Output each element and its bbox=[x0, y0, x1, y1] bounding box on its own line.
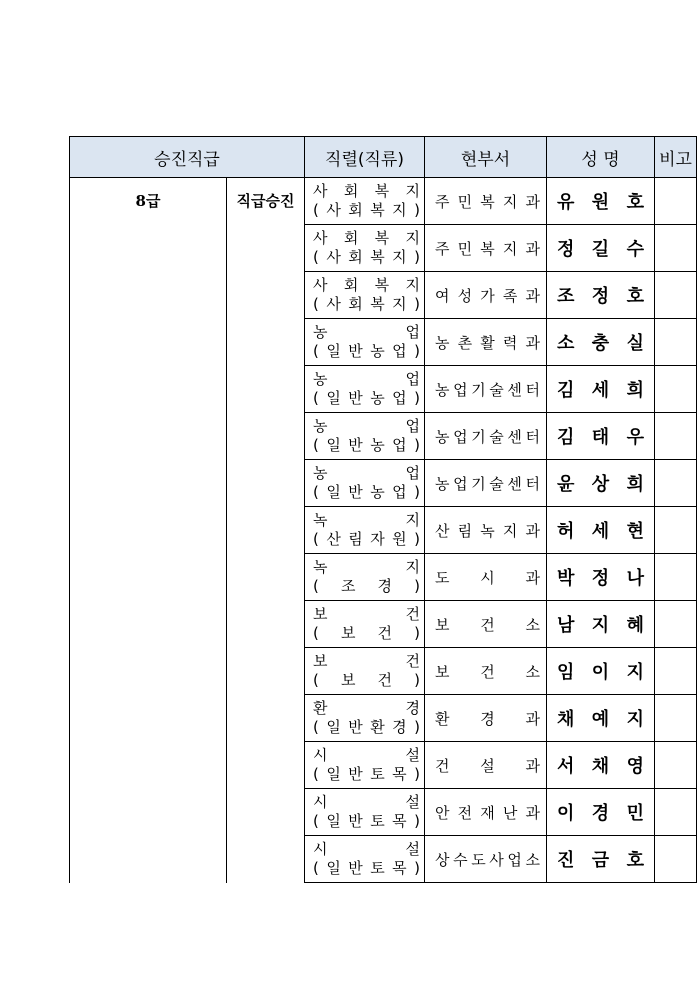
department-text: 환 경 과 bbox=[435, 709, 540, 728]
department-cell bbox=[425, 742, 547, 789]
person-name: 유 원 호 bbox=[557, 192, 644, 213]
name-cell bbox=[547, 742, 655, 789]
person-name: 정 길 수 bbox=[557, 239, 644, 260]
subseries-text: ( 일 반 토 목 ) bbox=[313, 859, 420, 877]
department-cell bbox=[425, 460, 547, 507]
header-department: 현부서 bbox=[425, 137, 547, 178]
note-cell bbox=[655, 601, 697, 648]
person-name: 진 금 호 bbox=[557, 850, 644, 871]
subseries-text: ( 보 건 ) bbox=[313, 671, 420, 689]
table-header-row bbox=[70, 137, 697, 178]
series-text: 환 경 bbox=[313, 699, 420, 717]
series-text: 사 회 복 지 bbox=[313, 276, 420, 294]
subseries-text: ( 산 림 자 원 ) bbox=[313, 530, 420, 548]
subseries-text: ( 사 회 복 지 ) bbox=[313, 201, 420, 219]
name-cell bbox=[547, 836, 655, 883]
series-cell bbox=[305, 413, 425, 460]
name-cell bbox=[547, 648, 655, 695]
series-cell bbox=[305, 225, 425, 272]
series-text: 시 설 bbox=[313, 840, 420, 858]
department-cell bbox=[425, 507, 547, 554]
series-text: 사 회 복 지 bbox=[313, 182, 420, 200]
header-promotion-grade: 승진직급 bbox=[70, 137, 305, 178]
subseries-text: ( 일 반 토 목 ) bbox=[313, 812, 420, 830]
subseries-text: ( 사 회 복 지 ) bbox=[313, 248, 420, 266]
name-cell bbox=[547, 272, 655, 319]
department-cell bbox=[425, 178, 547, 225]
name-cell bbox=[547, 413, 655, 460]
note-cell bbox=[655, 836, 697, 883]
department-cell bbox=[425, 554, 547, 601]
series-cell bbox=[305, 507, 425, 554]
name-cell bbox=[547, 789, 655, 836]
department-cell bbox=[425, 366, 547, 413]
person-name: 조 정 호 bbox=[557, 286, 644, 307]
series-cell bbox=[305, 319, 425, 366]
subseries-text: ( 일 반 농 업 ) bbox=[313, 436, 420, 454]
name-cell bbox=[547, 178, 655, 225]
department-cell bbox=[425, 225, 547, 272]
series-cell bbox=[305, 178, 425, 225]
note-cell bbox=[655, 319, 697, 366]
department-cell bbox=[425, 695, 547, 742]
subseries-text: ( 일 반 환 경 ) bbox=[313, 718, 420, 736]
series-cell bbox=[305, 648, 425, 695]
department-text: 농 업 기 술 센 터 bbox=[435, 427, 540, 446]
person-name: 허 세 현 bbox=[557, 521, 644, 542]
department-cell bbox=[425, 413, 547, 460]
name-cell bbox=[547, 366, 655, 413]
series-text: 농 업 bbox=[313, 370, 420, 388]
name-cell bbox=[547, 319, 655, 366]
series-text: 녹 지 bbox=[313, 511, 420, 529]
person-name: 이 경 민 bbox=[557, 803, 644, 824]
header-name: 성 명 bbox=[547, 137, 655, 178]
department-text: 도 시 과 bbox=[435, 568, 540, 587]
series-text: 농 업 bbox=[313, 323, 420, 341]
person-name: 서 채 영 bbox=[557, 756, 644, 777]
department-text: 보 건 소 bbox=[435, 615, 540, 634]
series-cell bbox=[305, 366, 425, 413]
note-cell bbox=[655, 648, 697, 695]
promotion-type-cell: 직급승진 bbox=[227, 178, 305, 883]
name-cell bbox=[547, 225, 655, 272]
department-text: 상 수 도 사 업 소 bbox=[435, 850, 540, 869]
department-cell bbox=[425, 272, 547, 319]
series-cell bbox=[305, 601, 425, 648]
person-name: 김 세 희 bbox=[557, 380, 644, 401]
grade-cell: 8급 bbox=[70, 178, 227, 883]
subseries-text: ( 일 반 토 목 ) bbox=[313, 765, 420, 783]
series-cell bbox=[305, 695, 425, 742]
person-name: 채 예 지 bbox=[557, 709, 644, 730]
person-name: 윤 상 희 bbox=[557, 474, 644, 495]
note-cell bbox=[655, 695, 697, 742]
department-text: 주 민 복 지 과 bbox=[435, 192, 540, 211]
department-cell bbox=[425, 836, 547, 883]
series-text: 시 설 bbox=[313, 746, 420, 764]
name-cell bbox=[547, 601, 655, 648]
series-cell bbox=[305, 742, 425, 789]
person-name: 김 태 우 bbox=[557, 427, 644, 448]
department-text: 보 건 소 bbox=[435, 662, 540, 681]
series-cell bbox=[305, 460, 425, 507]
series-text: 시 설 bbox=[313, 793, 420, 811]
note-cell bbox=[655, 742, 697, 789]
subseries-text: ( 일 반 농 업 ) bbox=[313, 483, 420, 501]
series-cell bbox=[305, 272, 425, 319]
note-cell bbox=[655, 460, 697, 507]
name-cell bbox=[547, 507, 655, 554]
series-cell bbox=[305, 836, 425, 883]
note-cell bbox=[655, 366, 697, 413]
series-text: 녹 지 bbox=[313, 558, 420, 576]
department-text: 건 설 과 bbox=[435, 756, 540, 775]
person-name: 박 정 나 bbox=[557, 568, 644, 589]
promotion-roster-table bbox=[69, 136, 697, 883]
subseries-text: ( 조 경 ) bbox=[313, 577, 420, 595]
department-text: 여 성 가 족 과 bbox=[435, 286, 540, 305]
note-cell bbox=[655, 225, 697, 272]
department-text: 농 업 기 술 센 터 bbox=[435, 380, 540, 399]
header-note: 비고 bbox=[655, 137, 697, 178]
subseries-text: ( 일 반 농 업 ) bbox=[313, 389, 420, 407]
name-cell bbox=[547, 554, 655, 601]
note-cell bbox=[655, 272, 697, 319]
department-text: 산 림 녹 지 과 bbox=[435, 521, 540, 540]
department-text: 농 촌 활 력 과 bbox=[435, 333, 540, 352]
header-series: 직렬(직류) bbox=[305, 137, 425, 178]
department-text: 농 업 기 술 센 터 bbox=[435, 474, 540, 493]
series-text: 사 회 복 지 bbox=[313, 229, 420, 247]
series-text: 농 업 bbox=[313, 464, 420, 482]
subseries-text: ( 보 건 ) bbox=[313, 624, 420, 642]
series-cell bbox=[305, 789, 425, 836]
series-cell bbox=[305, 554, 425, 601]
series-text: 농 업 bbox=[313, 417, 420, 435]
department-text: 주 민 복 지 과 bbox=[435, 239, 540, 258]
note-cell bbox=[655, 789, 697, 836]
department-cell bbox=[425, 789, 547, 836]
department-cell bbox=[425, 601, 547, 648]
note-cell bbox=[655, 413, 697, 460]
series-text: 보 건 bbox=[313, 605, 420, 623]
series-text: 보 건 bbox=[313, 652, 420, 670]
department-cell bbox=[425, 319, 547, 366]
name-cell bbox=[547, 460, 655, 507]
person-name: 소 충 실 bbox=[557, 333, 644, 354]
person-name: 임 이 지 bbox=[557, 662, 644, 683]
subseries-text: ( 사 회 복 지 ) bbox=[313, 295, 420, 313]
department-text: 안 전 재 난 과 bbox=[435, 803, 540, 822]
table-body bbox=[70, 178, 697, 883]
subseries-text: ( 일 반 농 업 ) bbox=[313, 342, 420, 360]
name-cell bbox=[547, 695, 655, 742]
department-cell bbox=[425, 648, 547, 695]
person-name: 남 지 혜 bbox=[557, 615, 644, 636]
note-cell bbox=[655, 507, 697, 554]
table-row bbox=[70, 178, 697, 225]
note-cell bbox=[655, 554, 697, 601]
note-cell bbox=[655, 178, 697, 225]
